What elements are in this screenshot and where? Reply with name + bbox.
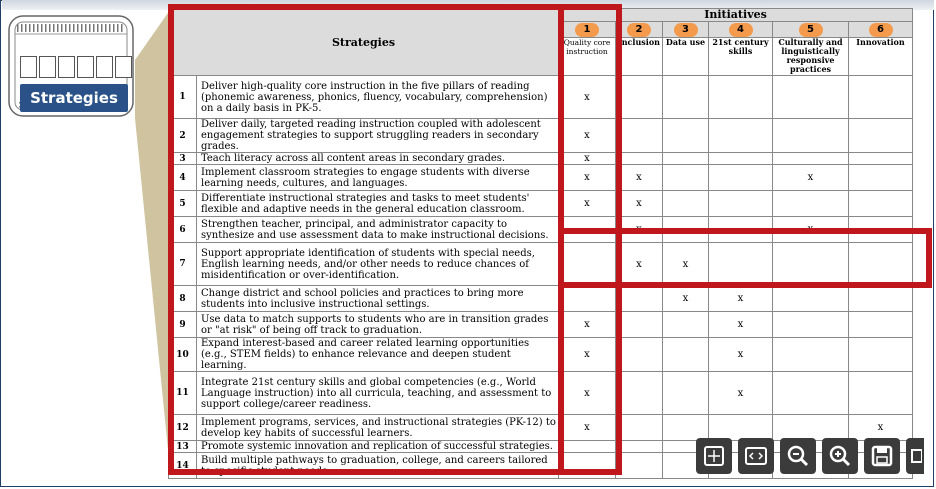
row-number: 4 [169,165,197,191]
initiative-mark [709,76,773,119]
initiative-mark [663,76,709,119]
column-name: Innovation [849,37,913,75]
column-number-badge: 5 [799,23,823,37]
initiative-mark [849,119,913,153]
row-number: 7 [169,243,197,286]
print-button[interactable] [906,438,924,474]
column-number-badge: 3 [674,23,698,37]
initiative-mark: x [559,415,616,441]
initiative-mark: x [616,191,663,217]
strategy-text: Implement programs, services, and instructional strategies (PK-12) to develop key habits of successful learners. [197,415,559,441]
column-badge-cell [559,22,616,37]
initiative-mark [849,372,913,415]
initiative-mark [559,441,616,453]
book-box [20,56,37,78]
initiative-mark: x [616,165,663,191]
initiative-mark [616,76,663,119]
strategy-text: Support appropriate identification of students with special needs, English learning needs, and/or other needs to reduce chances of misidentification or over-identification. [197,243,559,286]
fit-width-button[interactable] [738,438,774,474]
book-box [58,56,75,78]
strategy-text: Promote systemic innovation and replication of successful strategies. [197,441,559,453]
initiative-mark [849,191,913,217]
strategy-text: Use data to match supports to students who are in transition grades or "at risk" of being off track to graduation. [197,312,559,338]
table-row [169,415,913,441]
viewer-toolbar [696,438,924,478]
book-box [96,56,113,78]
column-badge-cell [709,22,773,37]
initiative-mark: x [559,312,616,338]
strategy-text: Teach literacy across all content areas in secondary grades. [197,153,559,165]
initiative-mark: x [559,338,616,372]
column-number-badge: 6 [869,23,893,37]
table-row [169,76,913,119]
initiative-mark: x [849,415,913,441]
initiative-mark [773,338,849,372]
row-number: 3 [169,153,197,165]
fit-screen-button[interactable] [696,438,732,474]
strategy-text: Expand interest-based and career related learning opportunities (e.g., STEM fields) to enhance relevance and deepen student learning. [197,338,559,372]
table-row [169,165,913,191]
initiative-mark [773,312,849,338]
initiative-mark [773,153,849,165]
book-box [115,56,132,78]
initiative-mark [773,119,849,153]
table-row [169,338,913,372]
initiative-mark [709,217,773,243]
table-row [169,191,913,217]
initiative-mark [616,441,663,453]
initiative-mark [616,453,663,479]
initiative-mark: x [663,286,709,312]
column-badge-cell [773,22,849,37]
initiative-mark [709,165,773,191]
initiative-mark: x [773,217,849,243]
initiative-mark: x [773,165,849,191]
initiative-mark [559,243,616,286]
strategies-initiatives-table [168,8,913,479]
initiative-mark [663,338,709,372]
initiative-mark [709,191,773,217]
initiative-mark [849,312,913,338]
table-row [169,372,913,415]
initiative-mark [663,372,709,415]
initiative-mark [773,372,849,415]
initiative-mark [616,286,663,312]
initiative-mark [849,165,913,191]
column-name: Inclusion [616,37,663,75]
initiative-mark [663,165,709,191]
column-name: Data use [663,37,709,75]
initiatives-header: Initiatives [559,9,913,22]
table-row [169,217,913,243]
row-number: 11 [169,372,197,415]
initiative-mark [663,191,709,217]
initiative-mark [663,415,709,441]
table-row [169,243,913,286]
strategies-book-graphic [5,14,137,122]
initiative-mark [773,191,849,217]
row-number: 5 [169,191,197,217]
initiative-mark: x [709,312,773,338]
strategy-text: Differentiate instructional strategies and tasks to meet students' flexible and adaptive needs in the general education classroom. [197,191,559,217]
initiative-mark: x [663,243,709,286]
initiative-mark [773,243,849,286]
zoom-out-icon [786,444,810,468]
initiative-mark [709,243,773,286]
row-number: 12 [169,415,197,441]
initiative-mark [559,286,616,312]
strategy-text: Deliver daily, targeted reading instruction coupled with adolescent engagement strategies to support struggling readers in secondary grades. [197,119,559,153]
strategy-text: Integrate 21st century skills and global competencies (e.g., World Language instruction) into all curricula, teaching, and assessment to support college/career readiness. [197,372,559,415]
initiative-mark: x [709,286,773,312]
row-number: 14 [169,453,197,479]
initiative-mark: x [559,165,616,191]
initiative-mark [849,338,913,372]
initiative-mark [709,119,773,153]
initiative-mark: x [559,191,616,217]
fit-width-icon [744,444,768,468]
print-icon [908,444,922,468]
strategy-text: Implement classroom strategies to engage students with diverse learning needs, cultures, and languages. [197,165,559,191]
initiative-mark [849,286,913,312]
column-number-badge: 1 [575,23,599,37]
initiative-mark [616,312,663,338]
fit-screen-icon [702,444,726,468]
initiative-mark: x [559,119,616,153]
initiative-mark [616,153,663,165]
initiative-mark [709,415,773,441]
initiative-mark [616,119,663,153]
book-box [39,56,56,78]
save-icon [870,444,894,468]
row-number: 1 [169,76,197,119]
initiative-mark [559,217,616,243]
initiative-mark: x [559,372,616,415]
strategy-text: Strengthen teacher, principal, and administrator capacity to synthesize and use assessment data to make instructional decisions. [197,217,559,243]
initiative-mark [663,312,709,338]
strategy-text: Change district and school policies and practices to bring more students into inclusive instructional settings. [197,286,559,312]
strategies-label: Strategies [20,84,128,112]
column-number-badge: 4 [729,23,753,37]
column-name: Quality core instruction [559,37,616,75]
row-number: 9 [169,312,197,338]
initiative-mark: x [709,338,773,372]
table-row [169,286,913,312]
table-row [169,119,913,153]
book-boxes [20,56,132,78]
column-name: 21st century skills [709,37,773,75]
strategy-text: Build multiple pathways to graduation, college, and careers tailored to specific student needs. [197,453,559,479]
table-row [169,153,913,165]
column-number-badge: 2 [627,23,651,37]
column-badge-cell [849,22,913,37]
initiative-mark [709,153,773,165]
initiative-mark [849,217,913,243]
zoom-in-icon [828,444,852,468]
row-number: 13 [169,441,197,453]
strategy-text: Deliver high-quality core instruction in the five pillars of reading (phonemic awareness, phonics, fluency, vocabulary, comprehension) on a daily basis in PK-5. [197,76,559,119]
initiative-mark [616,372,663,415]
row-number: 10 [169,338,197,372]
row-number: 6 [169,217,197,243]
row-number: 8 [169,286,197,312]
zoom-out-button[interactable] [780,438,816,474]
initiative-mark [663,217,709,243]
initiative-mark [773,415,849,441]
column-badge-cell [663,22,709,37]
column-badge-cell [616,22,663,37]
column-name: Culturally and linguistically responsive practices [773,37,849,75]
row-number: 2 [169,119,197,153]
initiative-mark [559,453,616,479]
zoom-in-button[interactable] [822,438,858,474]
initiative-mark [849,76,913,119]
table-row [169,312,913,338]
strategies-header: Strategies [169,9,559,76]
initiative-mark [663,119,709,153]
initiative-mark [773,286,849,312]
initiative-mark: x [616,217,663,243]
initiative-mark: x [559,153,616,165]
initiative-mark: x [616,243,663,286]
initiative-mark [663,153,709,165]
initiative-mark: x [559,76,616,119]
initiative-mark [616,338,663,372]
initiative-mark [616,415,663,441]
initiative-mark [849,153,913,165]
initiative-mark: x [709,372,773,415]
book-box [77,56,94,78]
initiative-mark [849,243,913,286]
initiative-mark [773,76,849,119]
save-button[interactable] [864,438,900,474]
